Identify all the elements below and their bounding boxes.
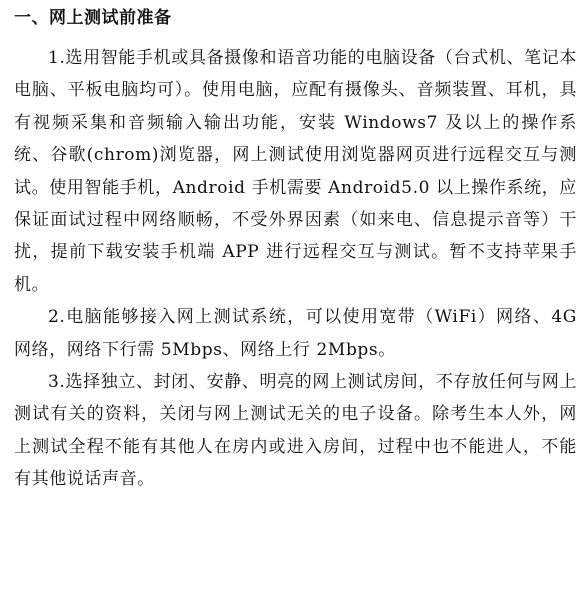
paragraph-device-requirements: 1.选用智能手机或具备摄像和语音功能的电脑设备（台式机、笔记本电脑、平板电脑均可）。使用电脑，应配有摄像头、音频装置、耳机，具有视频采集和音频输入输出功能，安装 Windows7 及以上的操作系统、谷歌(chrom)浏览器，网上测试使用浏览器网页进行远程交互与测试。使用智能手机，Android 手机需要 Android5.0 以上操作系统，应保证面试过程中网络顺畅，不受外界因素（如来电、信息提示音等）干扰，提前下载安装手机端 APP 进行远程交互与测试。暂不支持苹果手机。 <box>14 48 577 295</box>
section-heading: 一、网上测试前准备 <box>14 8 172 28</box>
paragraph-room-requirements: 3.选择独立、封闭、安静、明亮的网上测试房间，不存放任何与网上测试有关的资料，关闭与网上测试无关的电子设备。除考生本人外，网上测试全程不能有其他人在房内或进入房间，过程中也不能进人，不能有其他说话声音。 <box>14 372 577 490</box>
paragraph-network-requirements: 2.电脑能够接入网上测试系统，可以使用宽带（WiFi）网络、4G 网络，网络下行需 5Mbps、网络上行 2Mbps。 <box>14 307 577 360</box>
